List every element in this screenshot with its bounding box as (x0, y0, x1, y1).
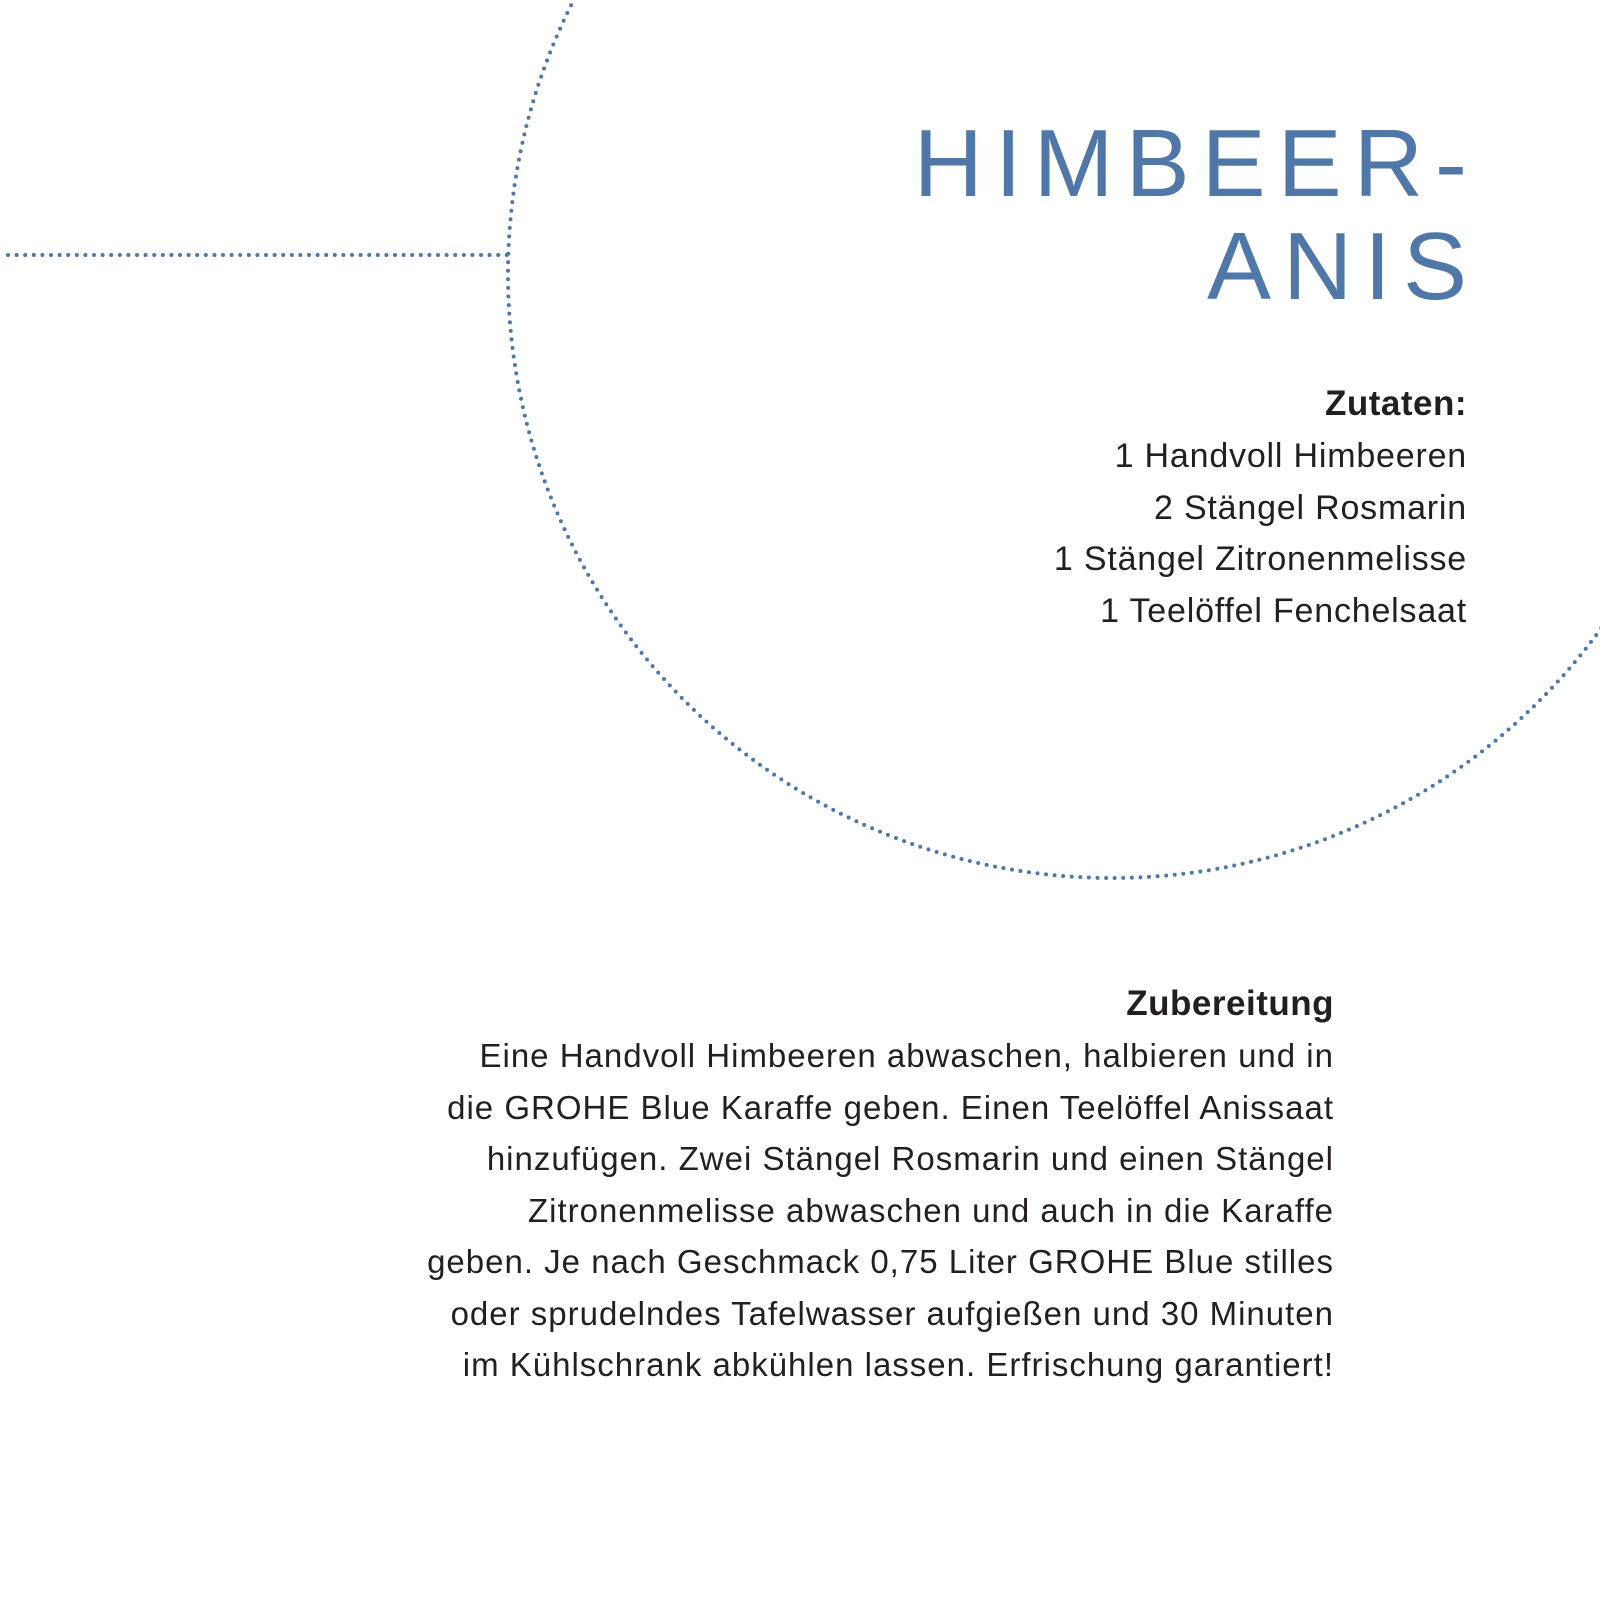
preparation-line: Zitronenmelisse abwaschen und auch in die Karaffe (527, 1191, 1334, 1229)
preparation-heading: Zubereitung (1126, 984, 1334, 1023)
title-line: HIMBEER- (913, 110, 1479, 217)
ingredient-item: 1 Teelöffel Fenchelsaat (1100, 591, 1467, 630)
title-line: ANIS (1206, 213, 1479, 320)
preparation-line: geben. Je nach Geschmack 0,75 Liter GROHE Blue stilles (427, 1243, 1334, 1280)
preparation-section (427, 979, 1334, 1391)
ingredients-heading: Zutaten: (1324, 384, 1467, 423)
preparation-line: oder sprudelndes Tafelwasser aufgießen und 30 Minuten (450, 1294, 1334, 1332)
preparation-text (427, 1030, 1334, 1391)
preparation-line: im Kühlschrank abkühlen lassen. Erfrischung garantiert! (462, 1346, 1334, 1383)
preparation-line: hinzufügen. Zwei Stängel Rosmarin und einen Stängel (486, 1140, 1334, 1177)
ingredients-list (1054, 431, 1467, 637)
recipe-title (913, 110, 1479, 320)
ingredient-item: 2 Stängel Rosmarin (1154, 488, 1467, 527)
ingredient-item: 1 Stängel Zitronenmelisse (1053, 540, 1467, 578)
ingredients-section (1054, 379, 1467, 637)
ingredient-item: 1 Handvoll Himbeeren (1114, 437, 1467, 475)
preparation-line: die GROHE Blue Karaffe geben. Einen Teelöffel Anissaat (447, 1088, 1334, 1126)
preparation-line: Eine Handvoll Himbeeren abwaschen, halbieren und in (479, 1037, 1334, 1074)
